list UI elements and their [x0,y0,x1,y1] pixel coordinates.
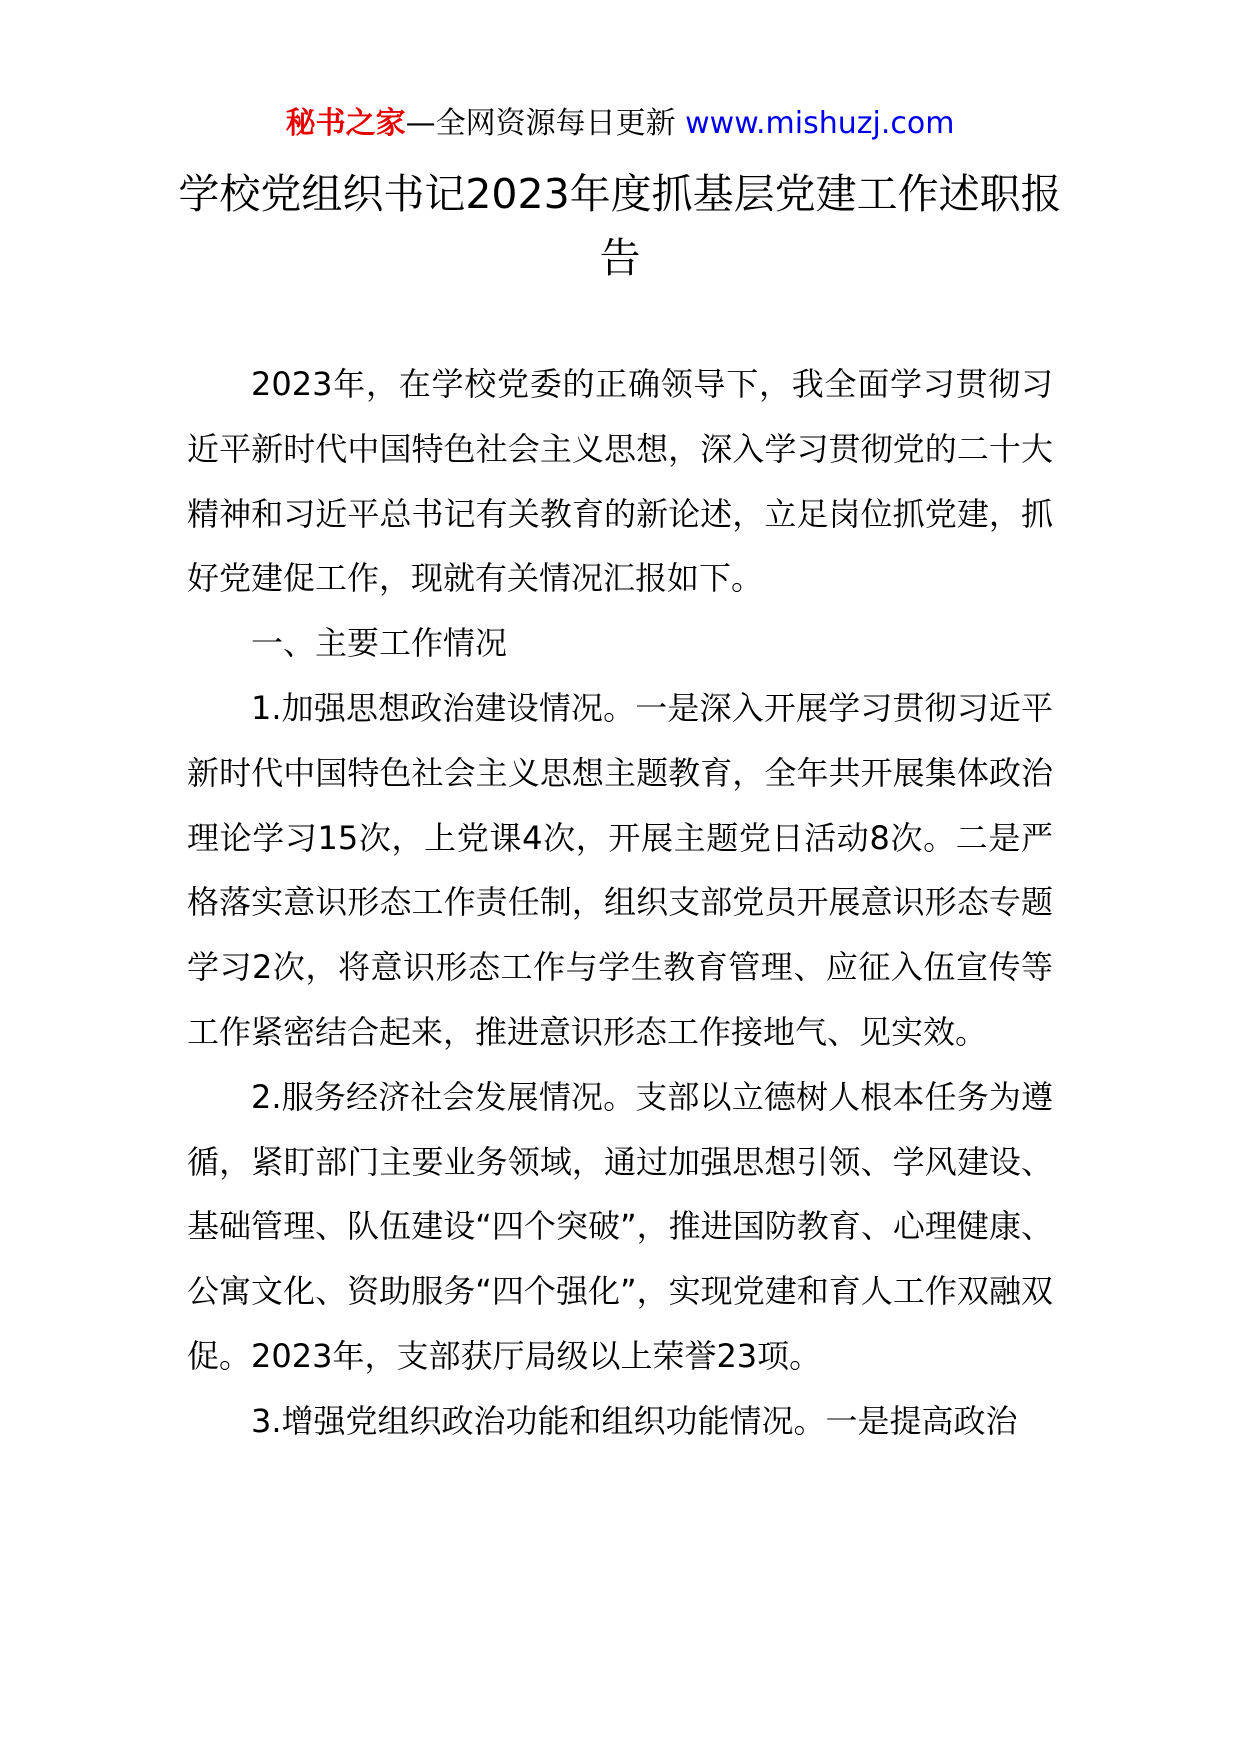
document-body [187,352,1053,1454]
paragraph-intro: 2023年，在学校党委的正确领导下，我全面学习贯彻习近平新时代中国特色社会主义思想，深入学习贯彻党的二十大精神和习近平总书记有关教育的新论述，立足岗位抓党建，抓好党建促工作，现就有关情况汇报如下。 [187,365,1053,598]
brand-name: 秘书之家 [285,106,406,141]
paragraph-item-3: 3.增强党组织政治功能和组织功能情况。一是提高政治 [251,1401,1018,1440]
header-tagline: —全网资源每日更新 [405,106,686,141]
paragraph-item-2: 2.服务经济社会发展情况。支部以立德树人根本任务为遵循，紧盯部门主要业务领域，通过加强思想引领、学风建设、基础管理、队伍建设“四个突破”，推进国防教育、心理健康、公寓文化、资助服务“四个强化”，实现党建和育人工作双融双促。2023年，支部获厅局级以上荣誉23项。 [187,1077,1053,1375]
site-link[interactable]: www.mishuzj.com [685,106,955,141]
paragraph-item-1: 1.加强思想政治建设情况。一是深入开展学习贯彻习近平新时代中国特色社会主义思想主题教育，全年共开展集体政治理论学习15次，上党课4次，开展主题党日活动8次。二是严格落实意识形态工作责任制，组织支部党员开展意识形态专题学习2次，将意识形态工作与学生教育管理、应征入伍宣传等工作紧密结合起来，推进意识形态工作接地气、见实效。 [187,688,1053,1051]
watermark-header [0,104,1240,144]
document-title: 学校党组织书记2023年度抓基层党建工作述职报告 [178,170,1062,282]
section-heading: 一、主要工作情况 [251,624,508,663]
